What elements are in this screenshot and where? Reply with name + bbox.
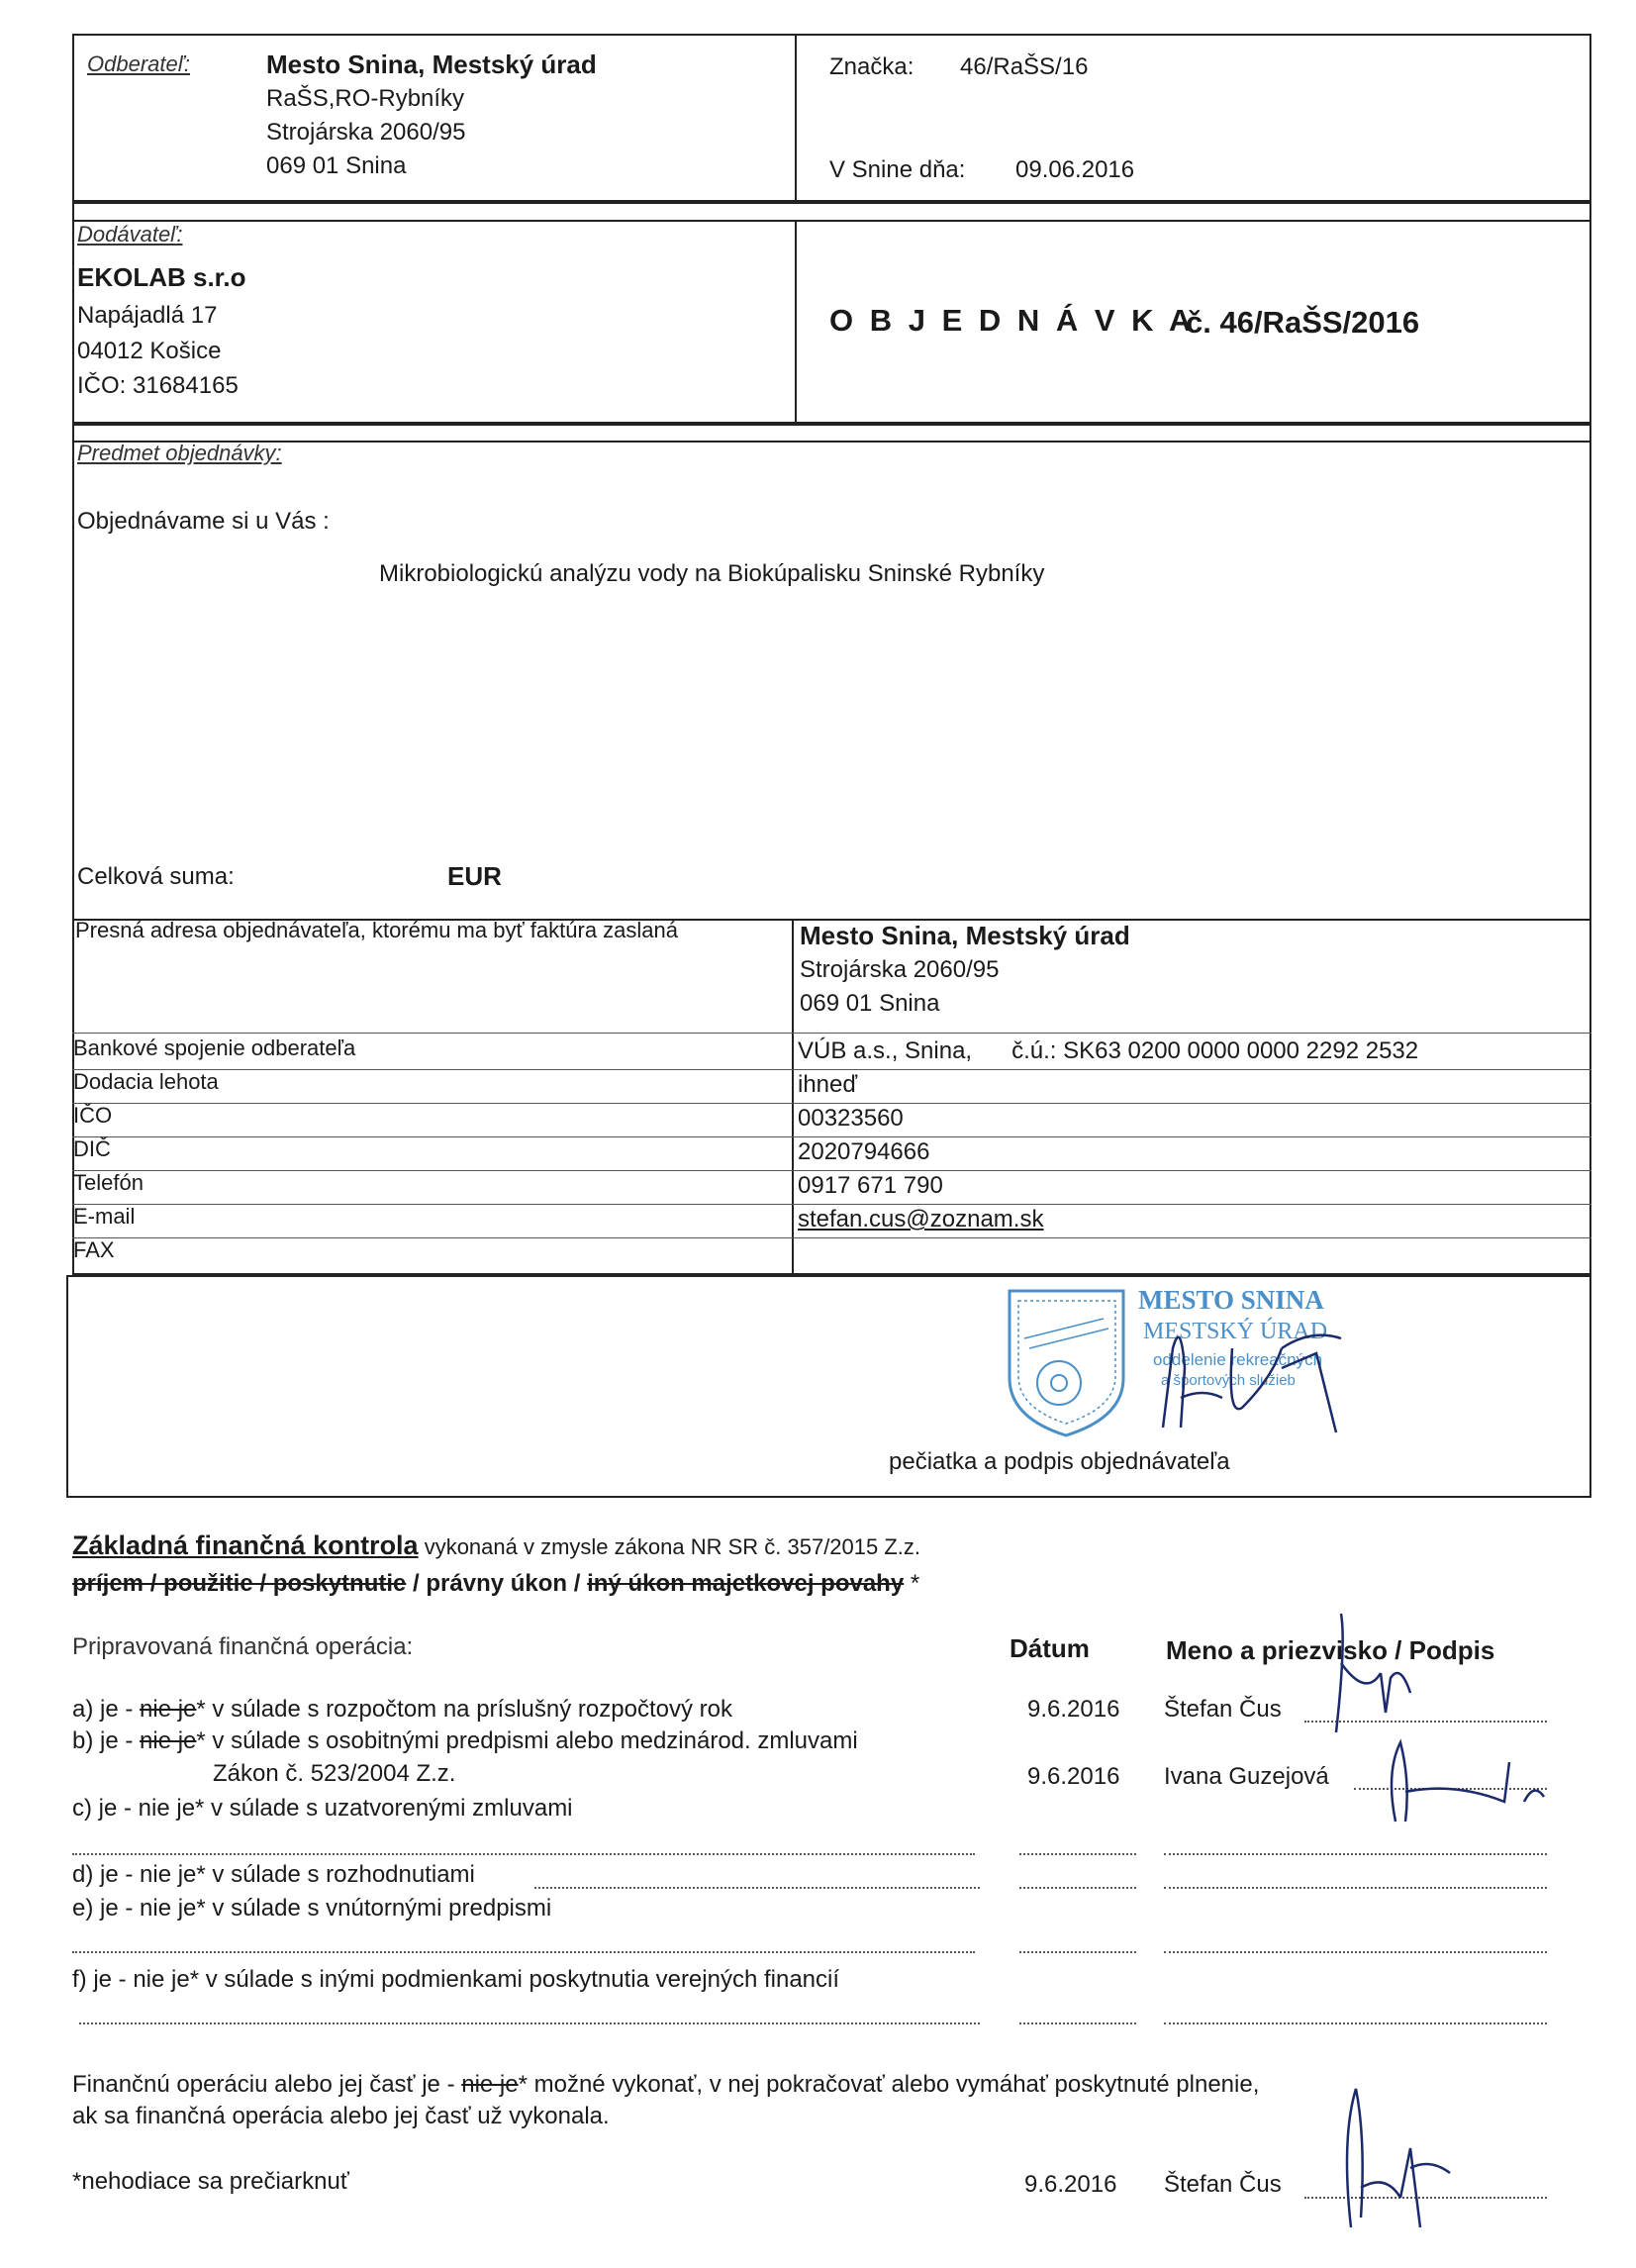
billing-row-value: 00323560 (798, 1105, 904, 1132)
control-b-strike: nie je (140, 1727, 197, 1754)
billing-address-line2: 069 01 Snina (800, 990, 940, 1017)
billing-rule-0 (72, 1033, 1591, 1034)
stamp-text4: a športových služieb (1161, 1372, 1296, 1389)
billing-row-label: Telefón (73, 1170, 144, 1195)
odberatel-line2: Strojárska 2060/95 (266, 119, 466, 146)
control-b (72, 1727, 858, 1755)
znacka-label: Značka: (829, 53, 914, 80)
supplier-divider (795, 220, 797, 424)
control-a-strike: nie je (140, 1696, 197, 1723)
stamp-text2: MESTSKÝ ÚRAD (1143, 1319, 1328, 1344)
stamp (1005, 1279, 1361, 1442)
control-e-dots (72, 1951, 975, 1953)
control-c-name-dots (1164, 1853, 1547, 1855)
final-statement (72, 2071, 1259, 2099)
billing-row-label: DIČ (73, 1136, 111, 1161)
control-d-name-dots (1164, 1887, 1547, 1889)
control-line2-strike: príjem / použitie / poskytnutie (72, 1570, 407, 1597)
control-f-date-dots (1019, 2022, 1136, 2024)
signature-a-icon (1326, 1604, 1465, 1742)
subject-label: Predmet objednávky: (77, 441, 282, 465)
control-b-post: * v súlade s osobitnými predpismi alebo medzinárod. zmluvami (196, 1727, 858, 1754)
header-divider (795, 34, 797, 202)
odberatel-line1: RaŠS,RO-Rybníky (266, 85, 465, 112)
footnote: *nehodiace sa prečiarknuť (72, 2168, 349, 2195)
odberatel-name: Mesto Snina, Mestský úrad (266, 49, 597, 79)
control-c-dots (72, 1853, 975, 1855)
stamp-text1: MESTO SNINA (1138, 1285, 1324, 1315)
stamp-caption: pečiatka a podpis objednávateľa (889, 1448, 1230, 1475)
supplier-line2: 04012 Košice (77, 338, 222, 364)
control-b-pre: b) je - (72, 1727, 141, 1754)
control-a (72, 1696, 732, 1724)
billing-divider (792, 919, 794, 1275)
email-link[interactable]: stefan.cus@zoznam.sk (798, 1206, 1044, 1233)
control-c-date-dots (1019, 1853, 1136, 1855)
billing-row-value: ihneď (798, 1071, 858, 1098)
control-a-pre: a) je - (72, 1696, 141, 1723)
stamp-box (66, 1275, 1591, 1498)
prep-label: Pripravovaná finančná operácia: (72, 1633, 414, 1660)
supplier-line1: Napájadlá 17 (77, 302, 218, 329)
control-a-name: Štefan Čus (1164, 1696, 1282, 1723)
col-name: Meno a priezvisko / Podpis (1166, 1635, 1495, 1665)
billing-address-label: Presná adresa objednávateľa, ktorému ma byť faktúra zaslaná (75, 918, 679, 942)
order-number: č. 46/RaŠS/2016 (1186, 305, 1420, 340)
control-d-date-dots (1019, 1887, 1136, 1889)
signature-b-icon (1376, 1723, 1564, 1831)
billing-row-label: Dodacia lehota (73, 1069, 219, 1094)
supplier-name: EKOLAB s.r.o (77, 262, 246, 292)
control-line2-mid: / právny úkon / (406, 1570, 588, 1597)
signature-final-icon (1321, 2079, 1470, 2237)
znacka-value: 46/RaŠS/16 (960, 53, 1089, 80)
control-e: e) je - nie je* v súlade s vnútornými predpismi (72, 1895, 552, 1922)
total-label: Celková suma: (77, 863, 235, 890)
final-date: 9.6.2016 (1024, 2171, 1117, 2198)
control-title: Základná finančná kontrola (72, 1530, 419, 1560)
total-currency: EUR (447, 861, 502, 891)
final-line2: ak sa finančná operácia alebo jej časť už vykonala. (72, 2103, 610, 2129)
billing-address-line1: Strojárska 2060/95 (800, 956, 1000, 983)
control-d: d) je - nie je* v súlade s rozhodnutiami (72, 1861, 475, 1888)
control-line2-end: * (904, 1570, 920, 1597)
control-f-dots (79, 2022, 980, 2024)
control-d-dots (534, 1887, 980, 1889)
billing-row-value: 0917 671 790 (798, 1172, 943, 1199)
control-c: c) je - nie je* v súlade s uzatvorenými zmluvami (72, 1795, 573, 1822)
control-b-date: 9.6.2016 (1027, 1763, 1120, 1790)
control-f: f) je - nie je* v súlade s inými podmienkami poskytnutia verejných financií (72, 1966, 840, 1993)
billing-rule-6 (72, 1237, 1591, 1238)
order-title: O B J E D N Á V K A (829, 303, 1196, 338)
date-value: 09.06.2016 (1015, 156, 1135, 183)
billing-rule-1 (72, 1069, 1591, 1070)
control-line2 (72, 1570, 919, 1598)
billing-row-label: FAX (73, 1237, 115, 1262)
final-pre: Finančnú operáciu alebo jej časť je - (72, 2071, 462, 2098)
billing-rule-4 (72, 1170, 1591, 1171)
stamp-text3: oddelenie rekreačných (1153, 1350, 1323, 1369)
odberatel-line3: 069 01 Snina (266, 152, 407, 179)
billing-rule-3 (72, 1136, 1591, 1137)
dodavatel-label: Dodávateľ: (77, 222, 183, 247)
billing-address-name: Mesto Snina, Mestský úrad (800, 921, 1130, 950)
supplier-top-rule (72, 220, 1591, 222)
control-line2-strike2: iný úkon majetkovej povahy (587, 1570, 905, 1597)
date-label: V Snine dňa: (829, 156, 966, 183)
odberatel-label: Odberateľ: (87, 51, 191, 76)
billing-row-value: VÚB a.s., Snina, č.ú.: SK63 0200 0000 0000 2292 2532 (798, 1037, 1419, 1064)
control-e-name-dots (1164, 1951, 1547, 1953)
billing-rule-5 (72, 1204, 1591, 1205)
control-a-post: * v súlade s rozpočtom na príslušný rozpočtový rok (196, 1696, 732, 1723)
subject-text: Mikrobiologickú analýzu vody na Biokúpalisku Sninské Rybníky (379, 560, 1045, 587)
final-post: * možné vykonať, v nej pokračovať alebo vymáhať poskytnuté plnenie, (518, 2071, 1260, 2098)
subject-box (72, 424, 1591, 921)
supplier-line3: IČO: 31684165 (77, 372, 239, 399)
final-strike: nie je (461, 2071, 519, 2098)
control-a-date: 9.6.2016 (1027, 1696, 1120, 1723)
billing-row-label: E-mail (73, 1204, 136, 1229)
control-title-suffix: vykonaná v zmysle zákona NR SR č. 357/2015 Z.z. (418, 1534, 921, 1559)
control-f-name-dots (1164, 2022, 1547, 2024)
billing-row-label: IČO (73, 1103, 113, 1128)
col-date: Dátum (1010, 1633, 1090, 1663)
subject-intro: Objednávame si u Vás : (77, 508, 330, 535)
signature-icon (1133, 1289, 1361, 1437)
control-e-date-dots (1019, 1951, 1136, 1953)
billing-rule-2 (72, 1103, 1591, 1104)
final-name: Štefan Čus (1164, 2171, 1282, 2198)
control-b-law: Zákon č. 523/2004 Z.z. (213, 1760, 456, 1787)
billing-row-value: 2020794666 (798, 1138, 930, 1165)
control-b-name: Ivana Guzejová (1164, 1763, 1329, 1790)
subject-top-rule (72, 441, 1591, 443)
control-title-line (72, 1530, 920, 1561)
billing-row-label: Bankové spojenie odberateľa (73, 1035, 356, 1060)
